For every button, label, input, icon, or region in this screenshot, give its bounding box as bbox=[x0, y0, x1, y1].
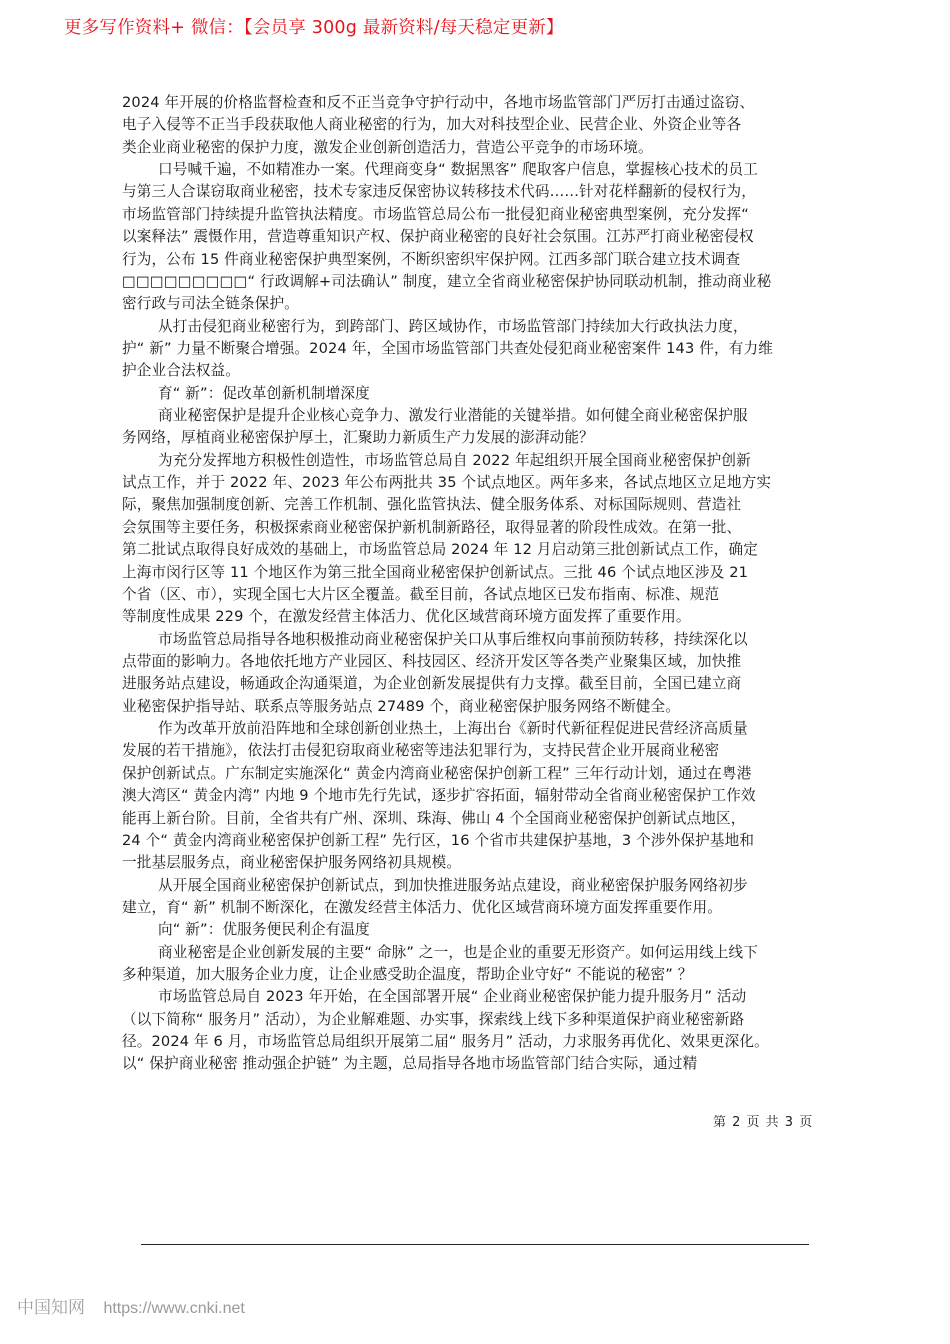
text-line: 保护创新试点。广东制定实施深化“ 黄金内湾商业秘密保护创新工程” 三年行动计划，通过在粤港 bbox=[122, 764, 752, 782]
text-line: 市场监管总局自 2023 年开始，在全国部署开展“ 企业商业秘密保护能力提升服务月” 活动 bbox=[158, 988, 747, 1006]
footer-divider bbox=[141, 1244, 809, 1245]
promo-banner: 更多写作资料+ 微信：【会员享 300g 最新资料/每天稳定更新】 bbox=[64, 18, 564, 38]
text-line: 密行政与司法全链条保护。 bbox=[122, 295, 299, 313]
text-line: 建立，育“ 新” 机制不断深化，在激发经营主体活力、优化区域营商环境方面发挥重要作用。 bbox=[122, 898, 723, 916]
text-line: 商业秘密是企业创新发展的主要“ 命脉” 之一，也是企业的重要无形资产。如何运用线上线下 bbox=[158, 943, 759, 961]
text-line: 护“ 新” 力量不断聚合增强。2024 年，全国市场监管部门共查处侵犯商业秘密案件 143 件，有力维 bbox=[122, 339, 773, 357]
text-line: 一批基层服务点，商业秘密保护服务网络初具规模。 bbox=[122, 854, 462, 872]
text-line: 个省（区、市），实现全国七大片区全覆盖。截至目前，各试点地区已发布指南、标准、规范 bbox=[122, 585, 720, 603]
text-line: 多种渠道，加大服务企业力度，让企业感受助企温度，帮助企业守好“ 不能说的秘密” ？ bbox=[122, 966, 693, 984]
text-line: 商业秘密保护是提升企业核心竞争力、激发行业潜能的关键举措。如何健全商业秘密保护服 bbox=[158, 407, 748, 425]
text-line: 与第三人合谋窃取商业秘密，技术专家违反保密协议转移技术代码……针对花样翻新的侵权行为， bbox=[122, 183, 756, 201]
text-line: 等制度性成果 229 个，在激发经营主体活力、优化区域营商环境方面发挥了重要作用。 bbox=[122, 608, 691, 626]
footer-watermark bbox=[17, 1293, 245, 1318]
text-line: 澳大湾区“ 黄金内湾” 内地 9 个地市先行先试，逐步扩容拓面，辐射带动全省商业秘密保护工作效 bbox=[122, 787, 756, 805]
text-line: 业秘密保护指导站、联系点等服务站点 27489 个，商业秘密保护服务网络不断健全。 bbox=[122, 697, 681, 715]
text-line: 务网络，厚植商业秘密保护厚土，汇聚助力新质生产力发展的澎湃动能？ bbox=[122, 429, 594, 447]
text-line: 上海市闵行区等 11 个地区作为第三批全国商业秘密保护创新试点。三批 46 个试点地区涉及 21 bbox=[122, 563, 749, 581]
text-line: 能再上新台阶。目前，全省共有广州、深圳、珠海、佛山 4 个全国商业秘密保护创新试点地区， bbox=[122, 809, 746, 827]
text-line: 市场监管部门持续提升监管执法精度。市场监管总局公布一批侵犯商业秘密典型案例，充分发挥“ bbox=[122, 205, 749, 223]
text-line: 行为，公布 15 件商业秘密保护典型案例，不断织密织牢保护网。江西多部门联合建立技术调查 bbox=[122, 250, 741, 268]
text-line: 会氛围等主要任务，积极探索商业秘密保护新机制新路径，取得显著的阶段性成效。在第一批、 bbox=[122, 518, 742, 536]
text-line: 试点工作，并于 2022 年、2023 年公布两批共 35 个试点地区。两年多来，各试点地区立足地方实 bbox=[122, 474, 772, 492]
text-line: 进服务站点建设，畅通政企沟通渠道，为企业创新发展提供有力支撑。截至目前，全国已建立商 bbox=[122, 675, 742, 693]
text-line: 发展的若干措施》，依法打击侵犯窃取商业秘密等违法犯罪行为，支持民营企业开展商业秘密 bbox=[122, 742, 720, 760]
text-line: 向“ 新”：优服务便民利企有温度 bbox=[158, 921, 370, 939]
text-line: 径。2024 年 6 月，市场监管总局组织开展第二届“ 服务月” 活动，力求服务再优化、效果更深化。 bbox=[122, 1033, 769, 1051]
text-line: 类企业商业秘密的保护力度，激发企业创新创造活力，营造公平竞争的市场环境。 bbox=[122, 138, 653, 156]
text-line: 为充分发挥地方积极性创造性，市场监管总局自 2022 年起组织开展全国商业秘密保护创新 bbox=[158, 451, 751, 469]
text-line: 际，聚焦加强制度创新、完善工作机制、强化监管执法、健全服务体系、对标国际规则、营造社 bbox=[122, 496, 742, 514]
text-line: 作为改革开放前沿阵地和全球创新创业热土，上海出台《新时代新征程促进民营经济高质量 bbox=[158, 720, 748, 738]
text-line: □□□□□□□□□“ 行政调解+司法确认” 制度，建立全省商业秘密保护协同联动机制，推动商业秘 bbox=[122, 272, 772, 290]
text-line: 以“ 保护商业秘密 推动强企护链” 为主题，总局指导各地市场监管部门结合实际，通过精 bbox=[122, 1055, 698, 1073]
text-line: 电子入侵等不正当手段获取他人商业秘密的行为，加大对科技型企业、民营企业、外资企业等各 bbox=[122, 116, 742, 134]
text-line: 育“ 新”：促改革创新机制增深度 bbox=[158, 384, 370, 402]
text-line: 口号喊千遍，不如精准办一案。代理商变身“ 数据黑客” 爬取客户信息，掌握核心技术的员工 bbox=[158, 161, 759, 179]
text-line: 市场监管总局指导各地积极推动商业秘密保护关口从事后维权向事前预防转移，持续深化以 bbox=[158, 630, 748, 648]
site-url: https://www.cnki.net bbox=[103, 1300, 245, 1317]
text-line: 从开展全国商业秘密保护创新试点，到加快推进服务站点建设，商业秘密保护服务网络初步 bbox=[158, 876, 748, 894]
document-body bbox=[122, 92, 842, 1076]
text-line: 从打击侵犯商业秘密行为，到跨部门、跨区域协作，市场监管部门持续加大行政执法力度， bbox=[158, 317, 748, 335]
site-name: 中国知网 bbox=[17, 1298, 85, 1317]
text-line: 第二批试点取得良好成效的基础上，市场监管总局 2024 年 12 月启动第三批创新试点工作，确定 bbox=[122, 541, 759, 559]
text-line: （以下简称“ 服务月” 活动），为企业解难题、办实事，探索线上线下多种渠道保护商业秘密新路 bbox=[122, 1010, 745, 1028]
text-line: 护企业合法权益。 bbox=[122, 362, 240, 380]
text-line: 2024 年开展的价格监督检查和反不正当竞争守护行动中，各地市场监管部门严厉打击通过盗窃、 bbox=[122, 94, 755, 111]
page-number: 第 2 页 共 3 页 bbox=[713, 1115, 814, 1130]
text-line: 点带面的影响力。各地依托地方产业园区、科技园区、经济开发区等各类产业聚集区域，加快推 bbox=[122, 652, 742, 670]
text-line: 24 个“ 黄金内湾商业秘密保护创新工程” 先行区，16 个省市共建保护基地，3 个涉外保护基地和 bbox=[122, 831, 755, 849]
text-line: 以案释法” 震慑作用，营造尊重知识产权、保护商业秘密的良好社会氛围。江苏严打商业秘密侵权 bbox=[122, 228, 754, 246]
